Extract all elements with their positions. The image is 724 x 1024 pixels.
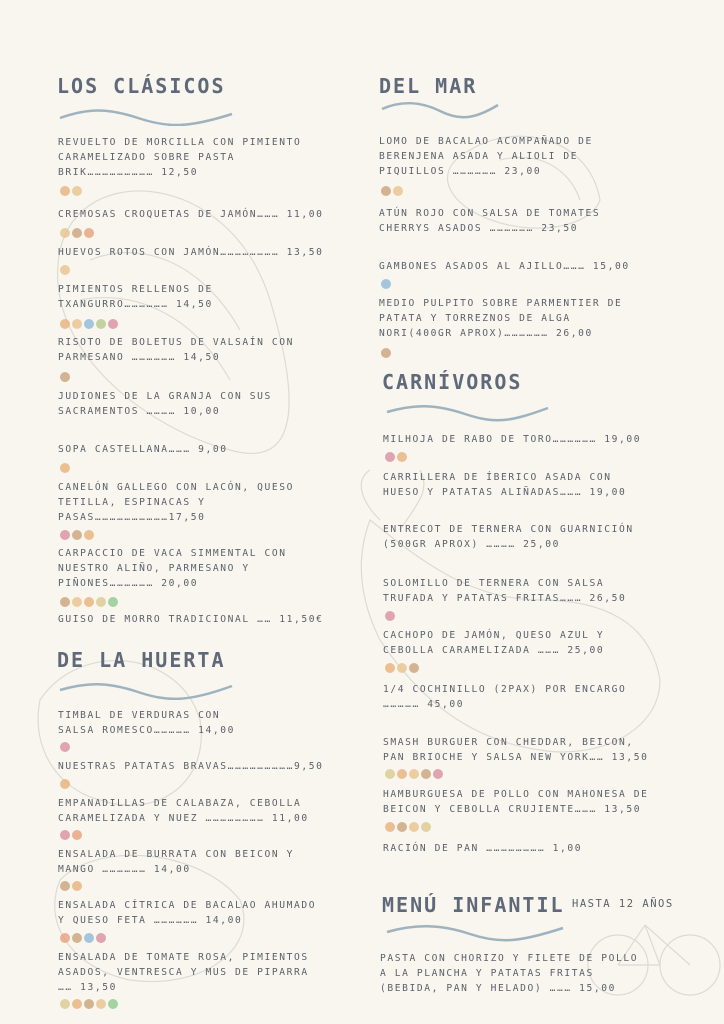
allergen-icon bbox=[84, 999, 94, 1009]
allergen-icon bbox=[421, 822, 431, 832]
allergen-icons bbox=[385, 611, 395, 621]
allergen-icon bbox=[60, 372, 70, 382]
allergen-icons bbox=[60, 319, 118, 329]
allergen-icon bbox=[397, 769, 407, 779]
allergen-icons bbox=[60, 597, 118, 607]
allergen-icon bbox=[60, 319, 70, 329]
allergen-icon bbox=[84, 933, 94, 943]
allergen-icon bbox=[84, 597, 94, 607]
allergen-icon bbox=[96, 933, 106, 943]
allergen-icon bbox=[60, 186, 70, 196]
allergen-icon bbox=[385, 452, 395, 462]
allergen-icon bbox=[409, 663, 419, 673]
allergen-icon bbox=[421, 769, 431, 779]
allergen-icons bbox=[60, 463, 70, 473]
allergen-icon bbox=[385, 611, 395, 621]
section-title-clasicos: LOS CLÁSICOS bbox=[57, 74, 226, 98]
menu-item: GAMBONES ASADOS AL AJILLO……… 15,00 bbox=[379, 261, 630, 272]
allergen-icon bbox=[60, 228, 70, 238]
menu-item: NUESTRAS PATATAS BRAVAS………………………9,50 bbox=[58, 761, 324, 772]
menu-item: 1/4 COCHINILLO (2PAX) POR ENCARGO …………… 45,00 bbox=[383, 684, 627, 710]
menu-item: PASTA CON CHORIZO Y FILETE DE POLLO A LA PLANCHA Y PATATAS FRITAS (BEBIDA, PAN Y HELADO) ……… 15,00 bbox=[380, 953, 639, 994]
allergen-icon bbox=[72, 597, 82, 607]
allergen-icon bbox=[60, 265, 70, 275]
section-title-huerta: DE LA HUERTA bbox=[57, 648, 226, 672]
allergen-icons bbox=[381, 186, 403, 196]
menu-item: ENSALADA CÍTRICA DE BACALAO AHUMADO Y QUESO FETA ……………… 14,00 bbox=[58, 900, 317, 926]
menu-item: TIMBAL DE VERDURAS CON SALSA ROMESCO…………… 14,00 bbox=[58, 710, 236, 736]
allergen-icons bbox=[385, 663, 419, 673]
allergen-icon bbox=[433, 769, 443, 779]
menu-item: ATÚN ROJO CON SALSA DE TOMATES CHERRYS ASADOS ……………… 23,50 bbox=[379, 208, 601, 234]
menu-item: PIMIENTOS RELLENOS DE TXANGURRO……………… 14,50 bbox=[58, 284, 213, 310]
menu-item: GUISO DE MORRO TRADICIONAL …… 11,50€ bbox=[58, 614, 324, 625]
allergen-icon bbox=[96, 999, 106, 1009]
allergen-icon bbox=[397, 663, 407, 673]
allergen-icons bbox=[381, 279, 391, 289]
allergen-icon bbox=[108, 999, 118, 1009]
allergen-icons bbox=[60, 372, 70, 382]
allergen-icons bbox=[60, 228, 94, 238]
allergen-icons bbox=[60, 530, 94, 540]
menu-item: SMASH BURGUER CON CHEDDAR, BEICON, PAN BRIOCHE Y SALSA NEW YORK…… 13,50 bbox=[383, 737, 649, 763]
allergen-icons bbox=[385, 769, 443, 779]
wave-divider bbox=[385, 922, 565, 942]
section-title-carnivoros: CARNÍVOROS bbox=[382, 370, 523, 394]
allergen-icons bbox=[60, 830, 82, 840]
allergen-icon bbox=[84, 319, 94, 329]
allergen-icons bbox=[60, 881, 82, 891]
allergen-icon bbox=[409, 822, 419, 832]
allergen-icon bbox=[385, 663, 395, 673]
allergen-icon bbox=[60, 530, 70, 540]
allergen-icon bbox=[60, 597, 70, 607]
menu-item: MILHOJA DE RABO DE TORO……………… 19,00 bbox=[383, 434, 642, 445]
allergen-icon bbox=[60, 742, 70, 752]
wave-divider bbox=[58, 106, 234, 126]
allergen-icon bbox=[84, 228, 94, 238]
allergen-icons bbox=[60, 742, 70, 752]
allergen-icon bbox=[409, 769, 419, 779]
wave-divider bbox=[58, 680, 234, 700]
allergen-icon bbox=[108, 319, 118, 329]
menu-item: HAMBURGUESA DE POLLO CON MAHONESA DE BEICON Y CEBOLLA CRUJIENTE……… 13,50 bbox=[383, 789, 649, 815]
allergen-icon bbox=[397, 822, 407, 832]
allergen-icon bbox=[72, 999, 82, 1009]
allergen-icon bbox=[60, 999, 70, 1009]
menu-item: HUEVOS ROTOS CON JAMÓN…………………… 13,50 bbox=[58, 247, 324, 258]
allergen-icon bbox=[381, 279, 391, 289]
allergen-icon bbox=[72, 319, 82, 329]
allergen-icon bbox=[96, 597, 106, 607]
menu-item: MEDIO PULPITO SOBRE PARMENTIER DE PATATA Y TORREZNOS DE ALGA NORI(400GR APROX)……………… 26,00 bbox=[379, 298, 623, 339]
menu-item: ENSALADA DE TOMATE ROSA, PIMIENTOS ASADOS, VENTRESCA Y MUS DE PIPARRA …… 13,50 bbox=[58, 952, 309, 993]
menu-item: REVUELTO DE MORCILLA CON PIMIENTO CARAMELIZADO SOBRE PASTA BRIK……………………… 12,50 bbox=[58, 137, 302, 178]
allergen-icon bbox=[72, 933, 82, 943]
allergen-icon bbox=[72, 830, 82, 840]
menu-item: RISOTO DE BOLETUS DE VALSAÍN CON PARMESANO ……………… 14,50 bbox=[58, 337, 295, 363]
menu-item: CREMOSAS CROQUETAS DE JAMÓN……… 11,00 bbox=[58, 209, 324, 220]
allergen-icons bbox=[60, 779, 70, 789]
allergen-icon bbox=[381, 186, 391, 196]
allergen-icon bbox=[108, 597, 118, 607]
allergen-icons bbox=[60, 933, 106, 943]
allergen-icon bbox=[72, 530, 82, 540]
menu-item: CANELÓN GALLEGO CON LACÓN, QUESO TETILLA, ESPINACAS Y PASAS…………………………17,50 bbox=[58, 482, 295, 523]
menu-item: CARRILLERA DE ÍBERICO ASADA CON HUESO Y PATATAS ALIÑADAS……… 19,00 bbox=[383, 472, 627, 498]
allergen-icon bbox=[72, 186, 82, 196]
allergen-icon bbox=[60, 830, 70, 840]
section-subtitle-infantil: HASTA 12 AÑOS bbox=[572, 898, 674, 910]
menu-item: CACHOPO DE JAMÓN, QUESO AZUL Y CEBOLLA CARAMELIZADA ……… 25,00 bbox=[383, 630, 605, 656]
allergen-icon bbox=[72, 881, 82, 891]
allergen-icon bbox=[60, 463, 70, 473]
menu-item: CARPACCIO DE VACA SIMMENTAL CON NUESTRO ALIÑO, PARMESANO Y PIÑONES……………… 20,00 bbox=[58, 548, 287, 589]
allergen-icons bbox=[60, 186, 82, 196]
menu-item: LOMO DE BACALAO ACOMPAÑADO DE BERENJENA ASADA Y ALIOLI DE PIQUILLOS ……………… 23,00 bbox=[379, 136, 593, 177]
allergen-icon bbox=[96, 319, 106, 329]
menu-item: EMPANADILLAS DE CALABAZA, CEBOLLA CARAMELIZADA Y NUEZ …………………… 11,00 bbox=[58, 798, 309, 824]
menu-item: ENTRECOT DE TERNERA CON GUARNICIÓN (500GR APROX) ………… 25,00 bbox=[383, 524, 634, 550]
allergen-icon bbox=[60, 881, 70, 891]
allergen-icons bbox=[60, 265, 70, 275]
section-title-mar: DEL MAR bbox=[379, 74, 478, 98]
menu-item: ENSALADA DE BURRATA CON BEICON Y MANGO ……………… 14,00 bbox=[58, 849, 295, 875]
menu-item: SOPA CASTELLANA……… 9,00 bbox=[58, 444, 228, 455]
allergen-icon bbox=[385, 769, 395, 779]
allergen-icons bbox=[385, 452, 407, 462]
allergen-icon bbox=[381, 348, 391, 358]
menu-item: SOLOMILLO DE TERNERA CON SALSA TRUFADA Y PATATAS FRITAS……… 26,50 bbox=[383, 578, 627, 604]
allergen-icons bbox=[60, 999, 118, 1009]
section-title-infantil: MENÚ INFANTIL bbox=[382, 893, 565, 917]
allergen-icons bbox=[381, 348, 391, 358]
allergen-icon bbox=[393, 186, 403, 196]
allergen-icon bbox=[60, 933, 70, 943]
wave-divider bbox=[380, 99, 500, 119]
menu-item: RACIÓN DE PAN …………………… 1,00 bbox=[383, 843, 583, 854]
allergen-icons bbox=[385, 822, 431, 832]
allergen-icon bbox=[397, 452, 407, 462]
allergen-icon bbox=[385, 822, 395, 832]
wave-divider bbox=[385, 402, 550, 422]
menu-item: JUDIONES DE LA GRANJA CON SUS SACRAMENTOS ………… 10,00 bbox=[58, 391, 272, 417]
allergen-icon bbox=[72, 228, 82, 238]
allergen-icon bbox=[60, 779, 70, 789]
allergen-icon bbox=[84, 530, 94, 540]
